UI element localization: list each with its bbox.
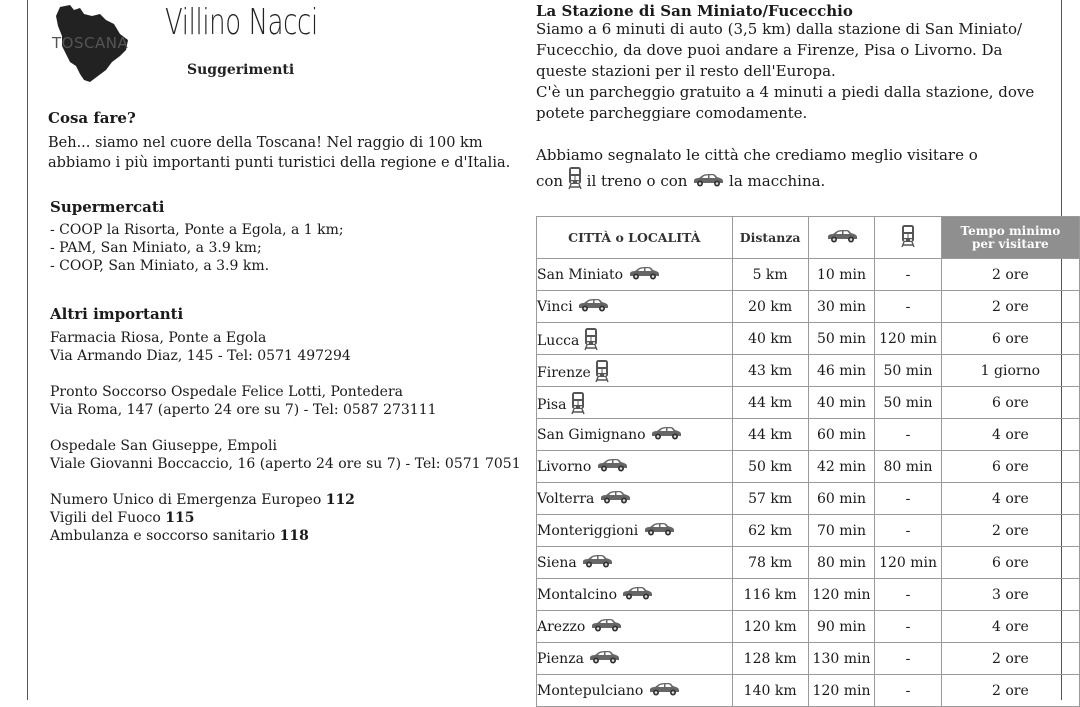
city-cell: [537, 515, 733, 547]
car-icon: [588, 650, 620, 664]
car-time-cell: 60 min: [808, 419, 875, 451]
left-page-border: [27, 0, 28, 700]
car-time-cell: 40 min: [808, 387, 875, 419]
supermarkets-heading: Supermercati: [50, 198, 165, 216]
city-name: Pienza: [537, 651, 584, 667]
pharmacy-info: [50, 329, 351, 365]
car-icon: [621, 586, 653, 600]
train-icon: [571, 391, 585, 415]
city-name: Siena: [537, 555, 577, 571]
station-paragraph-3: [536, 145, 1036, 192]
visit-time-cell: 6 ore: [941, 547, 1079, 579]
er2-info: [50, 437, 521, 473]
visit-time-cell: 2 ore: [941, 515, 1079, 547]
list-item: - COOP, San Miniato, a 3.9 km.: [50, 258, 270, 274]
er2-name: Ospedale San Giuseppe, Empoli: [50, 438, 277, 454]
city-name: Lucca: [537, 332, 580, 349]
table-header-row: [537, 217, 1080, 259]
car-time-cell: 120 min: [808, 579, 875, 611]
emergency-line: [50, 509, 355, 527]
train-time-cell: -: [875, 259, 941, 291]
pharmacy-address: Via Armando Diaz, 145 - Tel: 0571 497294: [50, 348, 351, 364]
city-name: San Gimignano: [537, 427, 646, 443]
city-name: Montepulciano: [537, 683, 644, 699]
table-row: [537, 291, 1080, 323]
car-time-cell: 50 min: [808, 323, 875, 355]
car-icon: [648, 682, 680, 696]
city-name: Vinci: [537, 299, 573, 315]
car-time-cell: 130 min: [808, 643, 875, 675]
pharmacy-name: Farmacia Riosa, Ponte a Egola: [50, 330, 267, 346]
table-row: [537, 451, 1080, 483]
car-icon: [826, 229, 858, 243]
distance-cell: 116 km: [732, 579, 808, 611]
train-time-cell: 50 min: [875, 387, 941, 419]
emergency-numbers: [50, 491, 355, 545]
visit-time-cell: 4 ore: [941, 419, 1079, 451]
station-paragraph-2: C'è un parcheggio gratuito a 4 minuti a piedi dalla stazione, dove potete parcheggiare comodamente.: [536, 83, 1035, 122]
visit-time-cell: 2 ore: [941, 643, 1079, 675]
distance-cell: 140 km: [732, 675, 808, 707]
city-cell: [537, 291, 733, 323]
train-time-cell: -: [875, 579, 941, 611]
car-icon: [599, 490, 631, 504]
header-distance: Distanza: [732, 217, 808, 259]
list-item: - COOP la Risorta, Ponte a Egola, a 1 km;: [50, 222, 344, 238]
car-time-cell: 42 min: [808, 451, 875, 483]
visit-time-cell: 4 ore: [941, 483, 1079, 515]
distance-cell: 20 km: [732, 291, 808, 323]
table-row: [537, 643, 1080, 675]
header-car: [808, 217, 875, 259]
train-time-cell: -: [875, 291, 941, 323]
visit-time-cell: 2 ore: [941, 675, 1079, 707]
legend-intro: Abbiamo segnalato le città che crediamo meglio visitare o: [536, 146, 978, 164]
emergency-label: Vigili del Fuoco: [50, 510, 166, 526]
distance-cell: 40 km: [732, 323, 808, 355]
page-subtitle: Suggerimenti: [187, 62, 295, 78]
distance-cell: 44 km: [732, 387, 808, 419]
car-icon: [643, 522, 675, 536]
table-row: [537, 675, 1080, 707]
train-time-cell: -: [875, 515, 941, 547]
distance-cell: 120 km: [732, 611, 808, 643]
table-row: [537, 419, 1080, 451]
city-cell: [537, 675, 733, 707]
legend-with: con: [536, 172, 564, 190]
er1-address: Via Roma, 147 (aperto 24 ore su 7) - Tel: 0587 273111: [50, 402, 437, 418]
train-time-cell: -: [875, 483, 941, 515]
er1-name: Pronto Soccorso Ospedale Felice Lotti, Pontedera: [50, 384, 403, 400]
visit-time-cell: 6 ore: [941, 451, 1079, 483]
city-cell: [537, 355, 733, 387]
train-time-cell: 120 min: [875, 547, 941, 579]
emergency-number: 115: [165, 510, 195, 526]
emergency-number: 112: [325, 492, 355, 508]
visit-time-cell: 6 ore: [941, 387, 1079, 419]
distance-cell: 50 km: [732, 451, 808, 483]
car-time-cell: 70 min: [808, 515, 875, 547]
table-row: [537, 611, 1080, 643]
train-icon: [595, 359, 609, 383]
header-train: [875, 217, 941, 259]
table-row: [537, 355, 1080, 387]
station-heading: La Stazione di San Miniato/Fucecchio: [536, 2, 853, 20]
emergency-label: Ambulanza e soccorso sanitario: [50, 528, 280, 544]
brand-name: Villino Nacci: [165, 2, 318, 43]
city-cell: [537, 611, 733, 643]
distance-cell: 57 km: [732, 483, 808, 515]
city-name: Arezzo: [537, 619, 586, 635]
city-name: Livorno: [537, 459, 592, 475]
car-time-cell: 30 min: [808, 291, 875, 323]
city-name: Montalcino: [537, 587, 617, 603]
city-name: Volterra: [537, 491, 595, 507]
city-cell: [537, 259, 733, 291]
car-icon: [590, 618, 622, 632]
table-row: [537, 579, 1080, 611]
car-icon: [581, 554, 613, 568]
table-row: [537, 259, 1080, 291]
train-time-cell: -: [875, 675, 941, 707]
what-to-do-heading: Cosa fare?: [48, 109, 136, 127]
header-city: CITTÀ o LOCALITÀ: [537, 217, 733, 259]
car-time-cell: 60 min: [808, 483, 875, 515]
city-cell: [537, 547, 733, 579]
car-icon: [577, 298, 609, 312]
table-row: [537, 515, 1080, 547]
city-cell: [537, 643, 733, 675]
distance-cell: 62 km: [732, 515, 808, 547]
table-row: [537, 387, 1080, 419]
city-cell: [537, 579, 733, 611]
header-visit-time: Tempo minimo per visitare: [941, 217, 1079, 259]
city-cell: [537, 419, 733, 451]
car-time-cell: 120 min: [808, 675, 875, 707]
train-icon: [584, 327, 598, 351]
legend-train-text: il treno o con: [586, 172, 688, 190]
visit-time-cell: 3 ore: [941, 579, 1079, 611]
er2-address: Viale Giovanni Boccaccio, 16 (aperto 24 ore su 7) - Tel: 0571 7051: [50, 456, 521, 472]
visit-time-cell: 4 ore: [941, 611, 1079, 643]
train-icon: [901, 224, 915, 248]
city-name: San Miniato: [537, 267, 624, 283]
emergency-label: Numero Unico di Emergenza Europeo: [50, 492, 326, 508]
er1-info: [50, 383, 437, 419]
car-time-cell: 90 min: [808, 611, 875, 643]
city-cell: [537, 323, 733, 355]
city-name: Firenze: [537, 364, 591, 381]
car-icon: [692, 173, 724, 187]
table-row: [537, 483, 1080, 515]
distance-cell: 43 km: [732, 355, 808, 387]
emergency-number: 118: [279, 528, 309, 544]
car-time-cell: 46 min: [808, 355, 875, 387]
visit-time-cell: 6 ore: [941, 323, 1079, 355]
supermarkets-list: [50, 221, 344, 275]
train-time-cell: 80 min: [875, 451, 941, 483]
what-to-do-text: Beh... siamo nel cuore della Toscana! Nel raggio di 100 km abbiamo i più importanti punti turistici della regione e d'Italia.: [48, 135, 511, 171]
car-icon: [628, 266, 660, 280]
distance-cell: 78 km: [732, 547, 808, 579]
train-time-cell: -: [875, 419, 941, 451]
visit-time-cell: 2 ore: [941, 291, 1079, 323]
others-heading: Altri importanti: [50, 305, 184, 323]
train-time-cell: -: [875, 611, 941, 643]
city-name: Monteriggioni: [537, 523, 639, 539]
city-cell: [537, 387, 733, 419]
train-time-cell: -: [875, 643, 941, 675]
table-row: [537, 323, 1080, 355]
train-time-cell: 50 min: [875, 355, 941, 387]
train-time-cell: 120 min: [875, 323, 941, 355]
train-icon: [568, 166, 582, 190]
distance-cell: 44 km: [732, 419, 808, 451]
car-icon: [596, 458, 628, 472]
city-name: Pisa: [537, 396, 567, 413]
list-item: - PAM, San Miniato, a 3.9 km;: [50, 240, 262, 256]
car-time-cell: 80 min: [808, 547, 875, 579]
emergency-line: [50, 527, 355, 545]
distance-cell: 128 km: [732, 643, 808, 675]
station-paragraph-1: Siamo a 6 minuti di auto (3,5 km) dalla stazione di San Miniato/ Fucecchio, da dove puoi andare a Firenze, Pisa o Livorno. Da queste stazioni per il resto dell'Europa.: [536, 20, 1023, 80]
table-row: [537, 547, 1080, 579]
visit-time-cell: 1 giorno: [941, 355, 1079, 387]
emergency-line: [50, 491, 355, 509]
city-cell: [537, 451, 733, 483]
city-cell: [537, 483, 733, 515]
visit-time-cell: 2 ore: [941, 259, 1079, 291]
car-time-cell: 10 min: [808, 259, 875, 291]
legend-car-text: la macchina.: [729, 172, 826, 190]
region-label: TOSCANA: [52, 34, 129, 52]
distance-cell: 5 km: [732, 259, 808, 291]
car-icon: [650, 426, 682, 440]
destinations-table: [536, 216, 1080, 707]
